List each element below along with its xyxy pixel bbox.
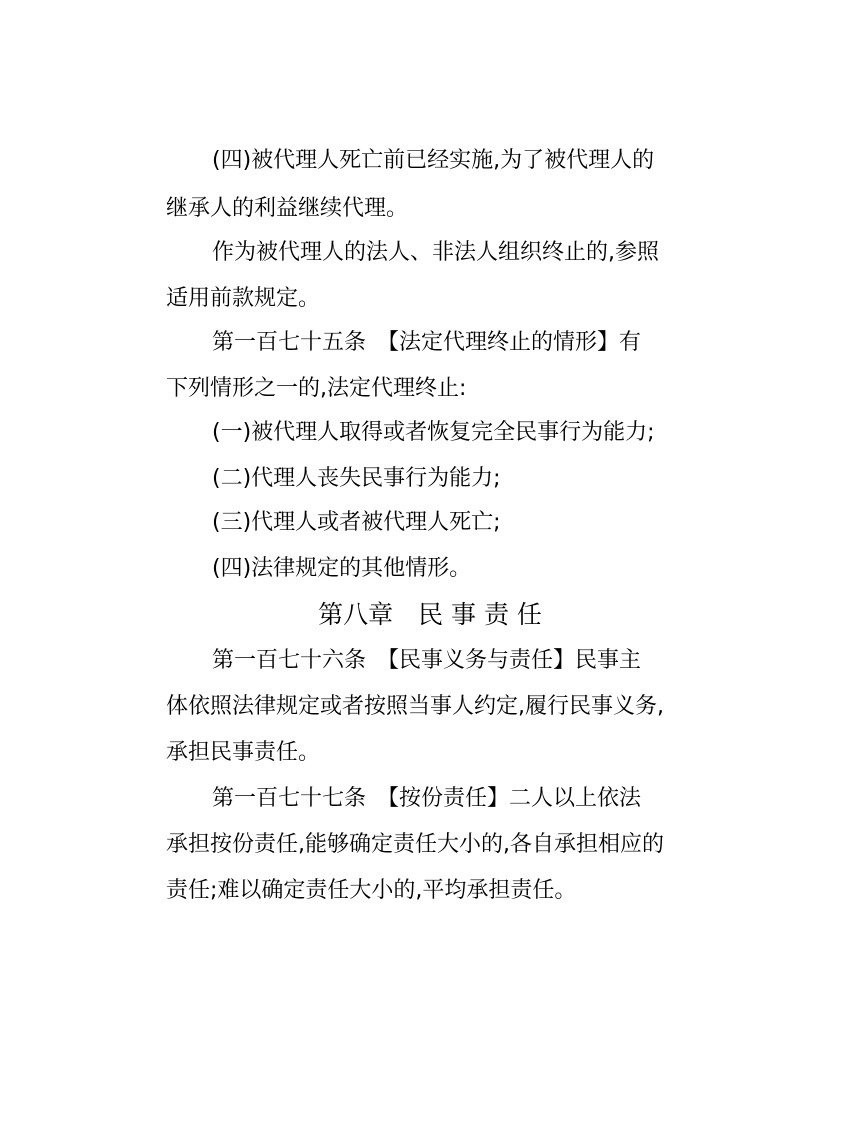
list-item: (二)代理人丧失民事行为能力; — [212, 466, 501, 491]
list-item: (四)法律规定的其他情形。 — [212, 556, 472, 581]
list-item: (三)代理人或者被代理人死亡; — [212, 510, 501, 535]
chapter-title: 第八章 民 事 责 任 — [318, 600, 542, 629]
paragraph-line: (四)被代理人死亡前已经实施,为了被代理人的 — [212, 148, 655, 173]
paragraph-line: 承担民事责任。 — [166, 740, 321, 765]
paragraph-line: 作为被代理人的法人、非法人组织终止的,参照 — [212, 240, 659, 265]
paragraph-line: 下列情形之一的,法定代理终止: — [166, 376, 467, 401]
paragraph-line: 承担按份责任,能够确定责任大小的,各自承担相应的 — [166, 832, 664, 857]
paragraph-line: 体依照法律规定或者按照当事人约定,履行民事义务, — [166, 694, 664, 719]
paragraph-line: 适用前款规定。 — [166, 286, 321, 311]
paragraph-line: 继承人的利益继续代理。 — [166, 196, 409, 221]
article-176-heading: 第一百七十六条 【民事义务与责任】民事主 — [212, 648, 642, 673]
article-177-heading: 第一百七十七条 【按份责任】二人以上依法 — [212, 786, 642, 811]
list-item: (一)被代理人取得或者恢复完全民事行为能力; — [212, 420, 655, 445]
paragraph-line: 责任;难以确定责任大小的,平均承担责任。 — [166, 878, 577, 903]
article-175-heading: 第一百七十五条 【法定代理终止的情形】有 — [212, 330, 642, 355]
